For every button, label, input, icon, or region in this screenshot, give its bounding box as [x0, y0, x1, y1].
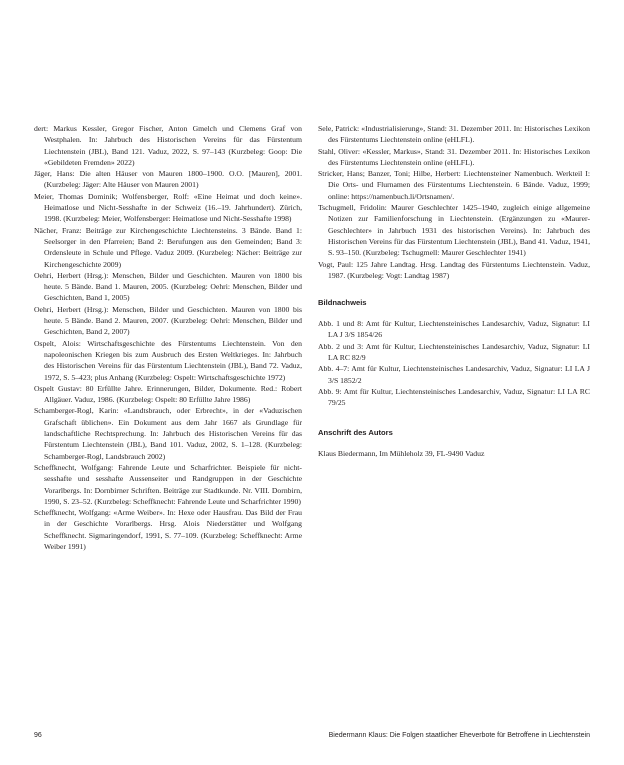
page-number: 96	[34, 732, 42, 739]
reference-entry: Sele, Patrick: «Industrialisierung», Stand: 31. Dezember 2011. In: Historisches Lexikon des Fürstentums Liechtenstein online (eHLFL).	[318, 124, 590, 145]
reference-entry: Oehri, Herbert (Hrsg.): Menschen, Bilder und Geschichten. Mauren von 1800 bis heute. 5 Bände. Band 2. Mauren, 2007. (Kurzbeleg: Oehri: Menschen, Bilder und Geschichten, Band 2, 2007)	[34, 304, 302, 337]
reference-entry: Stahl, Oliver: «Kessler, Markus», Stand: 31. Dezember 2011. In: Historisches Lexikon des Fürstentums Liechtenstein online (eHLFL).	[318, 146, 590, 167]
reference-entry: Oehri, Herbert (Hrsg.): Menschen, Bilder und Geschichten. Mauren von 1800 bis heute. 5 Bände. Band 1. Mauren, 2005. (Kurzbeleg: Oehri: Menschen, Bilder und Geschichten, Band 1, 2005)	[34, 270, 302, 303]
image-credit-entry: Abb. 9: Amt für Kultur, Liechtensteinisches Landesarchiv, Vaduz, Signatur: LI LA RC 79/25	[318, 386, 590, 408]
author-address: Klaus Biedermann, Im Mühleholz 39, FL-9490 Vaduz	[318, 448, 485, 458]
running-title: Biedermann Klaus: Die Folgen staatlicher Eheverbote für Betroffene in Liechtenstein	[328, 732, 590, 739]
reference-entry: Schamberger-Rogl, Karin: «Landtsbrauch, oder Erbrecht», in der «Vaduzischen Grafschaft üblichen». Ein Dokument aus dem Jahr 1667 als Grundlage für landschaftliche Rechtsprechung. In: Jahrbuch des Historischen Vereins für das Fürstentum Liechtenstein (JBL), Band 101. Vaduz, 2002, S. 1–128. (Kurzbeleg: Schamberger-Rogl, Landsbrauch 2002)	[34, 406, 302, 461]
reference-entry: Ospelt Gustav: 80 Erfüllte Jahre. Erinnerungen, Bilder, Dokumente. Red.: Robert Allgäuer. Vaduz, 1986. (Kurzbeleg: Ospelt: 80 Erfüllte Jahre 1986)	[34, 383, 302, 405]
reference-entry: Vogt, Paul: 125 Jahre Landtag. Hrsg. Landtag des Fürstentums Liechtenstein. Vaduz, 1987. (Kurzbeleg: Vogt: Landtag 1987)	[318, 259, 590, 280]
image-credit-entry: Abb. 2 und 3: Amt für Kultur, Liechtensteinisches Landesarchiv, Vaduz, Signatur: LI LA RC 82/9	[318, 341, 590, 363]
reference-entry: Jäger, Hans: Die alten Häuser von Mauren 1800–1900. O.O. [Mauren], 2001. (Kurzbeleg: Jäger: Alte Häuser von Mauren 2001)	[34, 169, 302, 190]
reference-entry: dert: Markus Kessler, Gregor Fischer, Anton Gmelch und Clemens Graf von Westphalen. In: Jahrbuch des Historischen Vereins für das Fürstentum Liechtenstein (JBL), Band 121. Vaduz, 2022, S. 97–143 (Kurzbeleg: Goop: Die «Gebildeten Fremden» 2022)	[34, 124, 302, 167]
author-address-heading: Anschrift des Autors	[318, 427, 393, 437]
reference-entry: Ospelt, Alois: Wirtschaftsgeschichte des Fürstentums Liechtenstein. Von den napoleonischen Kriegen bis zum Ausbruch des Ersten Weltkrieges. In: Jahrbuch des Historischen Vereins für das Fürstentum Liechtenstein (JBL), Band 72. Vaduz, 1972, S. 5–423; plus Anhang (Kurzbeleg: Ospelt: Wirtschaftsgeschichte 1972)	[34, 338, 302, 382]
bildnachweis-heading: Bildnachweis	[318, 298, 367, 308]
reference-entry: Nächer, Franz: Beiträge zur Kirchengeschichte Liechtensteins. 3 Bände. Band 1: Seelsorger in den Pfarreien; Band 2: Berufungen aus den Gemeinden; Band 3: Ordensleute in Schule und Pflege. Vaduz 2009. (Kurzbeleg: Nächer: Beiträge zur Kirchengeschichte 2009)	[34, 225, 302, 269]
image-credit-entry: Abb. 4–7: Amt für Kultur, Liechtensteinisches Landesarchiv, Vaduz, Signatur: LI LA J 3/S 1852/2	[318, 364, 590, 385]
reference-entry: Meier, Thomas Dominik; Wolfensberger, Rolf: «Eine Heimat und doch keine». Heimatlose und Nicht-Sesshafte in der Schweiz (16.–19. Jahrhundert). Zürich, 1998. (Kurzbeleg: Meier, Wolfensberger: Heimatlose und Nicht-Sesshafte 1998)	[34, 191, 302, 224]
references-left-column	[34, 123, 302, 552]
reference-entry: Scheffknecht, Wolfgang: Fahrende Leute und Scharfrichter. Beispiele für nicht-sesshafte und sesshafte Aussenseiter und Randgruppen in der Geschichte Vorarlbergs. In: Dornbirner Schriften. Beiträge zur Stadtkunde. Nr. VIII. Dornbirn, 1990, S. 23–52. (Kurzbeleg: Scheffknecht: Fahrende Leute und Scharfrichter 1990)	[34, 462, 302, 506]
image-credit-entry: Abb. 1 und 8: Amt für Kultur, Liechtensteinisches Landesarchiv, Vaduz, Signatur: LI LA J 3/S 1854/26	[318, 319, 590, 340]
reference-entry: Stricker, Hans; Banzer, Toni; Hilbe, Herbert: Liechtensteiner Namenbuch. Werkteil I: Die Orts- und Flurnamen des Fürstentums Liechtenstein. 6 Bände. Vaduz, 1999; online: https://namenbuch.li/Ortsnamen/.	[318, 169, 590, 201]
reference-entry: Tschugmell, Fridolin: Maurer Geschlechter 1425–1940, zugleich einige allgemeine Notizen zur Familienforschung in Liechtenstein. (Ergänzungen zu «Maurer-Geschlechter» in Jahrbuch 1931 des historischen Vereins). In: Jahrbuch des Historischen Vereins für das Fürstentum Liechtenstein (JBL), Band 41. Vaduz, 1941, S. 93–150. (Kurzbeleg: Tschugmell: Maurer Geschlechter 1941)	[318, 203, 590, 258]
reference-entry: Scheffknecht, Wolfgang: «Arme Weiber». In: Hexe oder Hausfrau. Das Bild der Frau in der Geschichte Vorarlbergs. Hrsg. Alois Niederstätter und Wolfgang Scheffknecht. Sigmaringendorf, 1991, S. 77–109. (Kurzbeleg: Scheffknecht: Arme Weiber 1991)	[34, 508, 302, 551]
references-right-column	[318, 123, 590, 459]
